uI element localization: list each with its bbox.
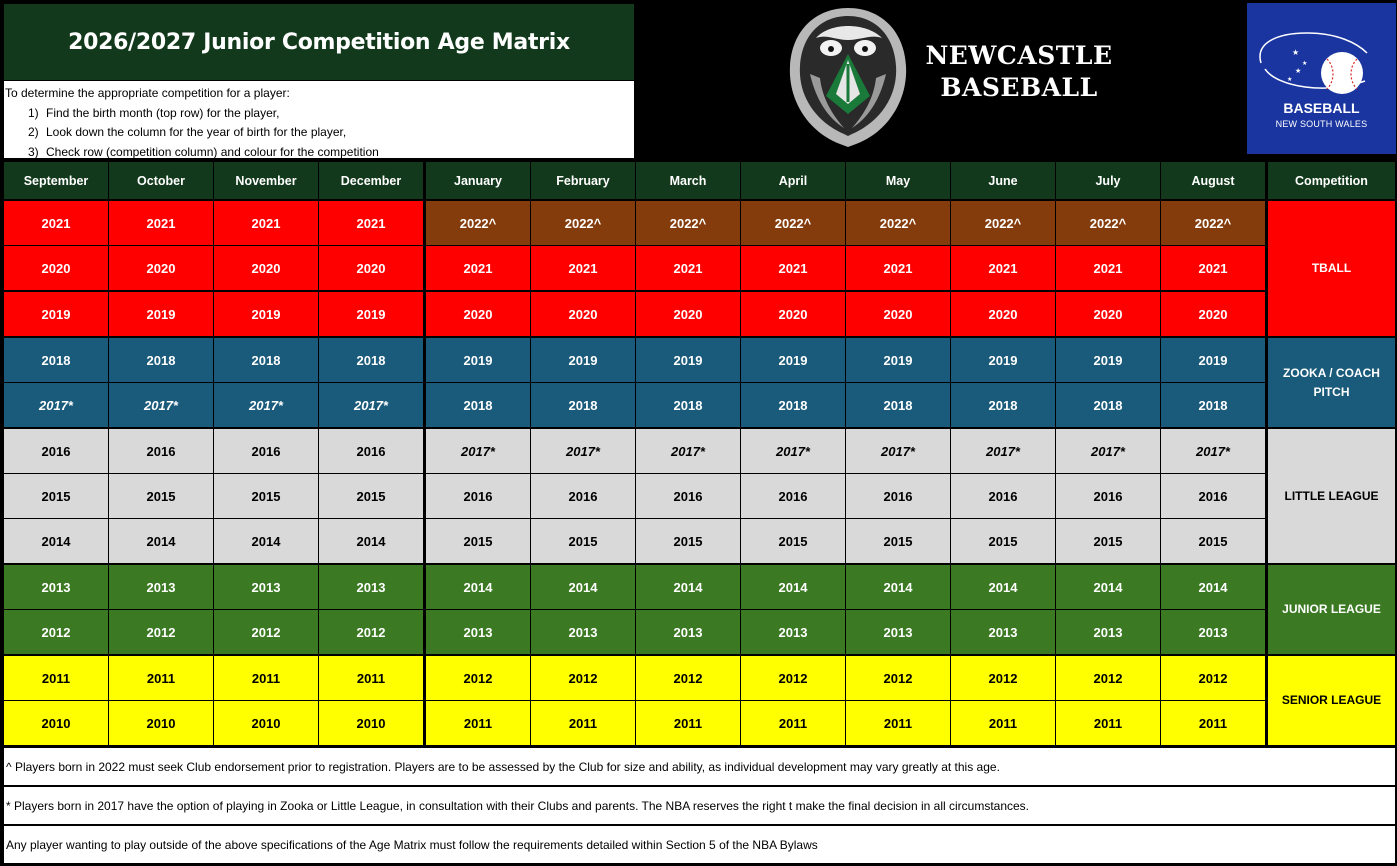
southern-cross-baseball-icon xyxy=(1247,3,1396,103)
year-cell: 2013 xyxy=(741,610,845,654)
year-cell: 2019 xyxy=(1161,338,1265,382)
year-cell: 2015 xyxy=(846,519,950,563)
page-title: 2026/2027 Junior Competition Age Matrix xyxy=(68,29,570,55)
year-cell: 2014 xyxy=(636,565,740,609)
year-cell: 2012 xyxy=(636,656,740,700)
year-cell: 2016 xyxy=(426,474,530,518)
year-cell: 2013 xyxy=(319,565,423,609)
footnote-2017-option: * Players born in 2017 have the option of playing in Zooka or Little League, in consultation with their Clubs and parents. The NBA reserves the right t make the final decision in all circumstances. xyxy=(4,787,1395,824)
year-cell: 2011 xyxy=(1161,701,1265,745)
year-cell: 2018 xyxy=(109,338,213,382)
month-header: January xyxy=(426,162,530,199)
year-cell: 2017* xyxy=(214,383,318,427)
year-cell: 2013 xyxy=(1056,610,1160,654)
year-cell: 2019 xyxy=(319,292,423,336)
year-cell: 2010 xyxy=(214,701,318,745)
year-cell: 2022^ xyxy=(846,201,950,245)
year-cell: 2017* xyxy=(951,429,1055,473)
year-cell: 2022^ xyxy=(426,201,530,245)
year-cell: 2019 xyxy=(741,338,845,382)
year-cell: 2013 xyxy=(636,610,740,654)
year-cell: 2018 xyxy=(636,383,740,427)
year-cell: 2021 xyxy=(846,246,950,290)
year-cell: 2016 xyxy=(214,429,318,473)
year-cell: 2015 xyxy=(319,474,423,518)
year-cell: 2018 xyxy=(426,383,530,427)
year-cell: 2012 xyxy=(4,610,108,654)
svg-text:★: ★ xyxy=(1302,60,1308,67)
year-cell: 2013 xyxy=(109,565,213,609)
year-cell: 2021 xyxy=(4,201,108,245)
year-cell: 2020 xyxy=(1056,292,1160,336)
year-cell: 2019 xyxy=(1056,338,1160,382)
year-cell: 2014 xyxy=(4,519,108,563)
year-cell: 2021 xyxy=(109,201,213,245)
year-cell: 2019 xyxy=(109,292,213,336)
year-cell: 2015 xyxy=(426,519,530,563)
baseball-nsw-logo xyxy=(1247,3,1396,154)
year-cell: 2017* xyxy=(109,383,213,427)
year-cell: 2011 xyxy=(846,701,950,745)
year-cell: 2021 xyxy=(214,201,318,245)
year-cell: 2016 xyxy=(319,429,423,473)
year-cell: 2015 xyxy=(214,474,318,518)
club-name-line1: NEWCASTLE xyxy=(925,41,1113,70)
year-cell: 2018 xyxy=(319,338,423,382)
year-cell: 2018 xyxy=(1161,383,1265,427)
year-cell: 2016 xyxy=(846,474,950,518)
year-cell: 2014 xyxy=(1161,565,1265,609)
year-cell: 2014 xyxy=(846,565,950,609)
year-cell: 2011 xyxy=(319,656,423,700)
year-cell: 2020 xyxy=(319,246,423,290)
year-cell: 2013 xyxy=(4,565,108,609)
year-cell: 2021 xyxy=(1056,246,1160,290)
year-cell: 2018 xyxy=(531,383,635,427)
year-cell: 2019 xyxy=(214,292,318,336)
year-cell: 2010 xyxy=(109,701,213,745)
year-cell: 2021 xyxy=(531,246,635,290)
year-cell: 2012 xyxy=(846,656,950,700)
footnote-endorsement: ^ Players born in 2022 must seek Club endorsement prior to registration. Players are to be assessed by the Club for size and ability, as individual development may vary greatly at this age. xyxy=(4,748,1395,785)
year-cell: 2014 xyxy=(531,565,635,609)
year-cell: 2018 xyxy=(4,338,108,382)
year-cell: 2016 xyxy=(741,474,845,518)
year-cell: 2022^ xyxy=(741,201,845,245)
competition-label: SENIOR LEAGUE xyxy=(1268,656,1395,745)
year-cell: 2018 xyxy=(214,338,318,382)
year-cell: 2012 xyxy=(109,610,213,654)
year-cell: 2021 xyxy=(741,246,845,290)
club-name xyxy=(912,40,1126,104)
year-cell: 2019 xyxy=(531,338,635,382)
competition-label: JUNIOR LEAGUE xyxy=(1268,565,1395,654)
eagle-head-icon xyxy=(786,4,910,148)
year-cell: 2011 xyxy=(636,701,740,745)
year-cell: 2021 xyxy=(951,246,1055,290)
year-cell: 2014 xyxy=(1056,565,1160,609)
year-cell: 2018 xyxy=(951,383,1055,427)
instruction-step: 1) Find the birth month (top row) for the player, xyxy=(28,105,280,120)
year-cell: 2017* xyxy=(1161,429,1265,473)
svg-text:★: ★ xyxy=(1292,48,1300,57)
year-cell: 2013 xyxy=(214,565,318,609)
year-cell: 2012 xyxy=(426,656,530,700)
year-cell: 2021 xyxy=(426,246,530,290)
year-cell: 2013 xyxy=(531,610,635,654)
year-cell: 2010 xyxy=(319,701,423,745)
year-cell: 2016 xyxy=(636,474,740,518)
year-cell: 2022^ xyxy=(951,201,1055,245)
instructions-intro: To determine the appropriate competition for a player: xyxy=(5,86,290,100)
instructions xyxy=(4,81,634,158)
year-cell: 2012 xyxy=(741,656,845,700)
year-cell: 2020 xyxy=(214,246,318,290)
month-header: October xyxy=(109,162,213,199)
year-cell: 2017* xyxy=(426,429,530,473)
competition-header: Competition xyxy=(1268,162,1395,199)
year-cell: 2011 xyxy=(1056,701,1160,745)
year-cell: 2014 xyxy=(319,519,423,563)
instruction-step: 3) Check row (competition column) and colour for the competition xyxy=(28,144,379,159)
year-cell: 2015 xyxy=(531,519,635,563)
month-header: September xyxy=(4,162,108,199)
footnote-bylaws: Any player wanting to play outside of the above specifications of the Age Matrix must follow the requirements detailed within Section 5 of the NBA Bylaws xyxy=(4,826,1395,863)
year-cell: 2020 xyxy=(4,246,108,290)
year-cell: 2013 xyxy=(426,610,530,654)
year-cell: 2018 xyxy=(741,383,845,427)
svg-text:★: ★ xyxy=(1287,76,1293,83)
year-cell: 2015 xyxy=(741,519,845,563)
year-cell: 2017* xyxy=(319,383,423,427)
year-cell: 2020 xyxy=(741,292,845,336)
title-banner xyxy=(4,4,634,80)
year-cell: 2017* xyxy=(4,383,108,427)
year-cell: 2014 xyxy=(741,565,845,609)
year-cell: 2011 xyxy=(426,701,530,745)
year-cell: 2016 xyxy=(4,429,108,473)
svg-text:★: ★ xyxy=(1295,67,1302,75)
year-cell: 2015 xyxy=(636,519,740,563)
year-cell: 2011 xyxy=(951,701,1055,745)
club-name-line2: BASEBALL xyxy=(940,73,1098,102)
year-cell: 2016 xyxy=(1161,474,1265,518)
month-header: July xyxy=(1056,162,1160,199)
year-cell: 2014 xyxy=(951,565,1055,609)
year-cell: 2018 xyxy=(1056,383,1160,427)
year-cell: 2020 xyxy=(951,292,1055,336)
year-cell: 2014 xyxy=(214,519,318,563)
year-cell: 2017* xyxy=(741,429,845,473)
year-cell: 2020 xyxy=(636,292,740,336)
year-cell: 2012 xyxy=(1161,656,1265,700)
month-header: February xyxy=(531,162,635,199)
year-cell: 2011 xyxy=(531,701,635,745)
year-cell: 2015 xyxy=(951,519,1055,563)
month-header: June xyxy=(951,162,1055,199)
year-cell: 2014 xyxy=(426,565,530,609)
association-name: BASEBALL xyxy=(1283,100,1360,116)
year-cell: 2022^ xyxy=(1161,201,1265,245)
year-cell: 2012 xyxy=(531,656,635,700)
month-header: May xyxy=(846,162,950,199)
year-cell: 2013 xyxy=(846,610,950,654)
year-cell: 2012 xyxy=(319,610,423,654)
year-cell: 2011 xyxy=(4,656,108,700)
year-cell: 2016 xyxy=(109,429,213,473)
year-cell: 2019 xyxy=(846,338,950,382)
year-cell: 2015 xyxy=(1161,519,1265,563)
year-cell: 2018 xyxy=(846,383,950,427)
month-header: April xyxy=(741,162,845,199)
competition-label: LITTLE LEAGUE xyxy=(1268,429,1395,563)
year-cell: 2021 xyxy=(319,201,423,245)
year-cell: 2011 xyxy=(741,701,845,745)
year-cell: 2019 xyxy=(4,292,108,336)
year-cell: 2012 xyxy=(214,610,318,654)
year-cell: 2020 xyxy=(531,292,635,336)
month-header: December xyxy=(319,162,423,199)
competition-label: ZOOKA / COACH PITCH xyxy=(1268,338,1395,427)
year-cell: 2019 xyxy=(636,338,740,382)
year-cell: 2017* xyxy=(636,429,740,473)
month-header: August xyxy=(1161,162,1265,199)
year-cell: 2010 xyxy=(4,701,108,745)
year-cell: 2020 xyxy=(109,246,213,290)
year-cell: 2020 xyxy=(846,292,950,336)
year-cell: 2020 xyxy=(426,292,530,336)
year-cell: 2020 xyxy=(1161,292,1265,336)
year-cell: 2011 xyxy=(109,656,213,700)
year-cell: 2011 xyxy=(214,656,318,700)
month-header: March xyxy=(636,162,740,199)
year-cell: 2022^ xyxy=(531,201,635,245)
year-cell: 2013 xyxy=(951,610,1055,654)
year-cell: 2022^ xyxy=(1056,201,1160,245)
year-cell: 2016 xyxy=(1056,474,1160,518)
year-cell: 2016 xyxy=(951,474,1055,518)
year-cell: 2013 xyxy=(1161,610,1265,654)
year-cell: 2016 xyxy=(531,474,635,518)
year-cell: 2017* xyxy=(1056,429,1160,473)
year-cell: 2022^ xyxy=(636,201,740,245)
year-cell: 2015 xyxy=(109,474,213,518)
competition-label: TBALL xyxy=(1268,201,1395,336)
year-cell: 2015 xyxy=(4,474,108,518)
instruction-step: 2) Look down the column for the year of birth for the player, xyxy=(28,125,347,139)
year-cell: 2012 xyxy=(1056,656,1160,700)
year-cell: 2015 xyxy=(1056,519,1160,563)
year-cell: 2019 xyxy=(951,338,1055,382)
year-cell: 2021 xyxy=(636,246,740,290)
year-cell: 2017* xyxy=(846,429,950,473)
year-cell: 2019 xyxy=(426,338,530,382)
year-cell: 2021 xyxy=(1161,246,1265,290)
association-region: NEW SOUTH WALES xyxy=(1275,119,1368,129)
month-header: November xyxy=(214,162,318,199)
year-cell: 2017* xyxy=(531,429,635,473)
year-cell: 2012 xyxy=(951,656,1055,700)
year-cell: 2014 xyxy=(109,519,213,563)
